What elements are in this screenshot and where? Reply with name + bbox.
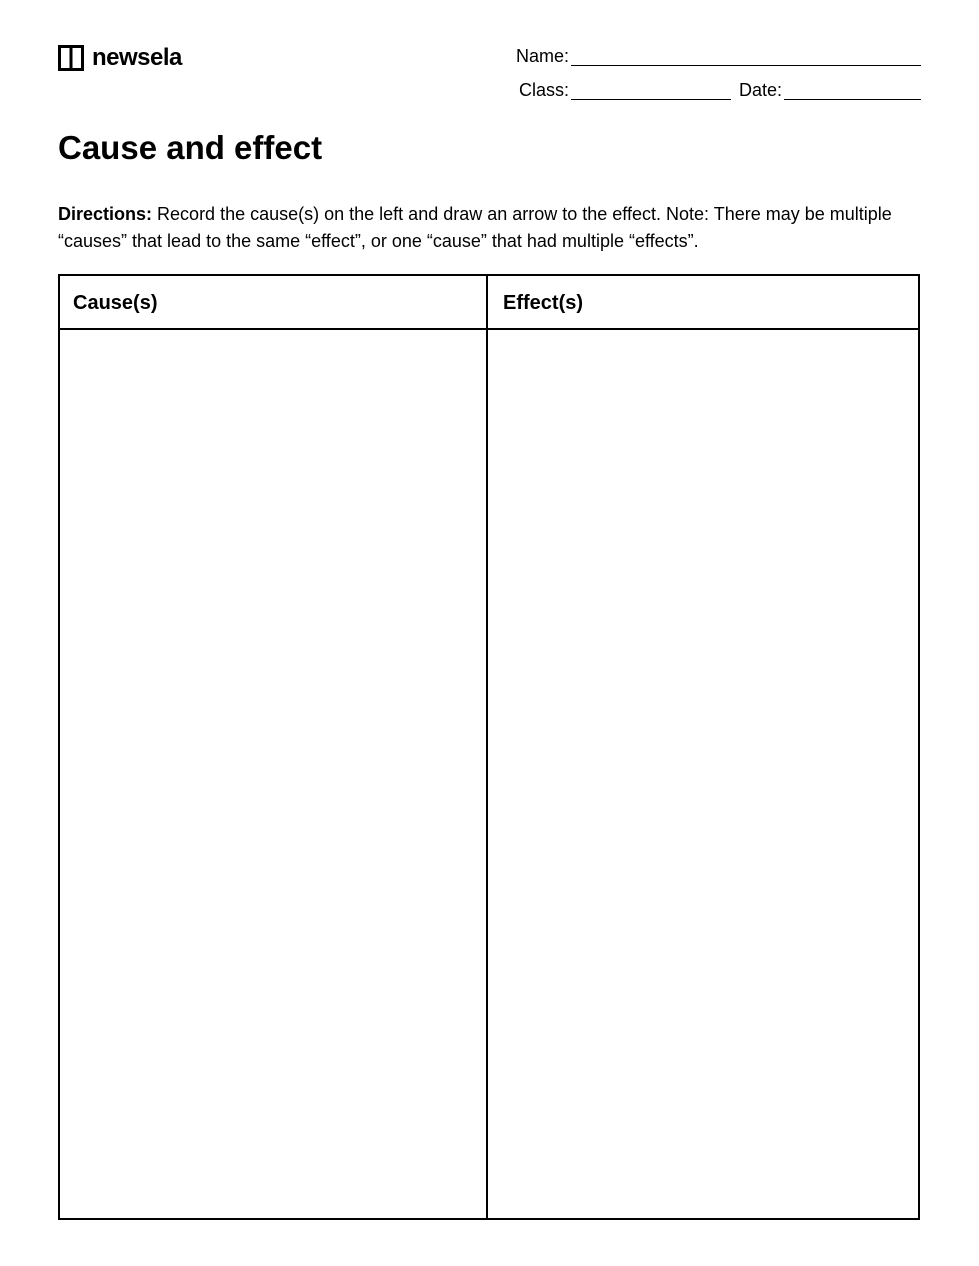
name-field-row: [516, 46, 921, 66]
newsela-logo: [58, 45, 182, 71]
causes-writing-area[interactable]: [60, 330, 488, 1218]
date-label: Date:: [739, 80, 783, 100]
directions-label: Directions:: [58, 204, 153, 224]
directions: [58, 201, 898, 255]
class-date-field-row: [519, 80, 921, 100]
class-input-line[interactable]: [571, 81, 731, 100]
page-title: Cause and effect: [58, 129, 323, 166]
effects-writing-area[interactable]: [488, 330, 918, 1218]
brand-name: newsela: [92, 44, 182, 71]
column-header-causes: Cause(s): [60, 276, 488, 330]
date-input-line[interactable]: [784, 81, 921, 100]
directions-text: Record the cause(s) on the left and draw an arrow to the effect. Note: There may be multiple “causes” that lead to the same “effect”, or one “cause” that had multiple “effects”.: [58, 204, 892, 251]
newsela-book-icon: [58, 45, 84, 71]
cause-effect-table: [58, 274, 920, 1220]
class-label: Class:: [519, 80, 570, 100]
name-label: Name:: [516, 46, 570, 66]
column-header-effects: Effect(s): [488, 276, 918, 330]
name-input-line[interactable]: [571, 47, 921, 66]
